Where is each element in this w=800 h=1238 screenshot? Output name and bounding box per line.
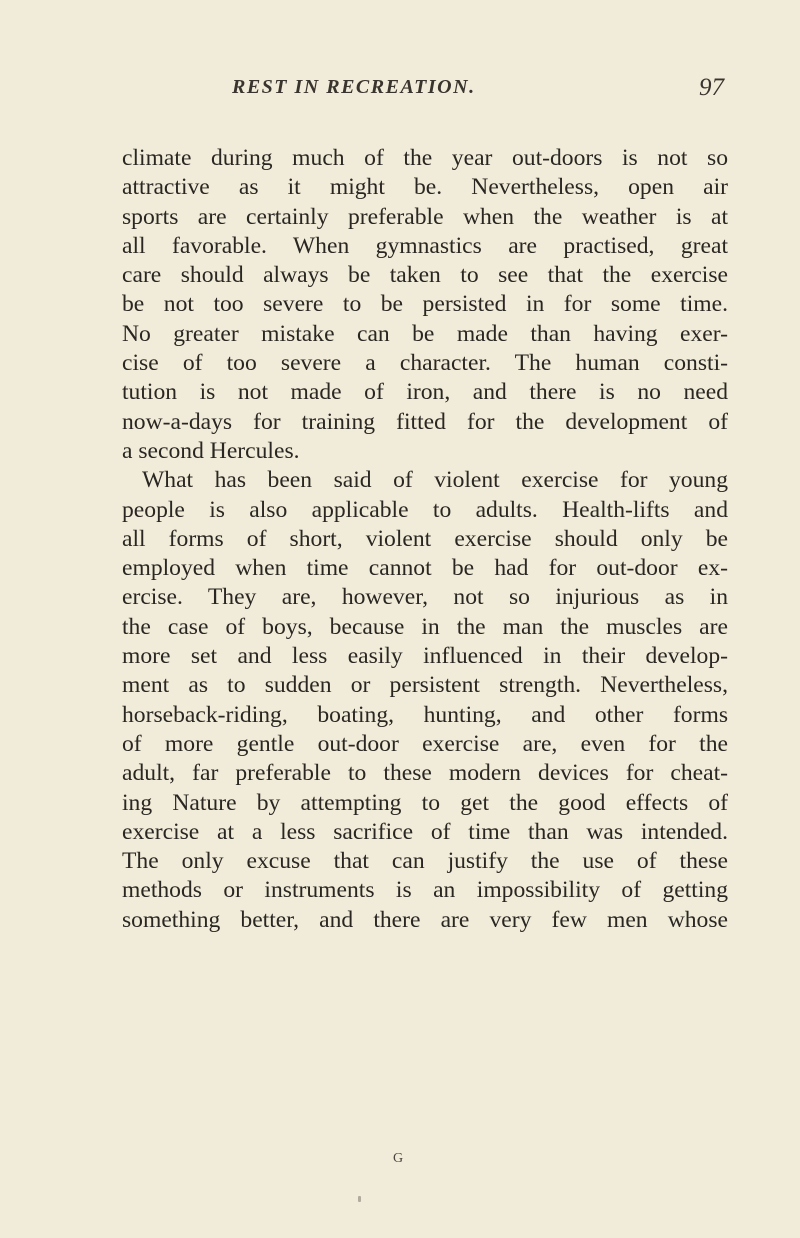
text-line: exercise at a less sacrifice of time than was intended.	[122, 818, 728, 845]
text-line: employed when time cannot be had for out-door ex-	[122, 555, 728, 582]
text-line: tution is not made of iron, and there is no need	[122, 379, 728, 406]
text-line: now-a-days for training fitted for the development of	[122, 408, 728, 435]
text-line: more set and less easily influenced in their develop-	[122, 643, 728, 670]
text-line: horseback-riding, boating, hunting, and other forms	[122, 701, 728, 728]
text-line: climate during much of the year out-doors is not so	[122, 145, 728, 171]
text-line: be not too severe to be persisted in for some time.	[122, 291, 728, 318]
text-line: methods or instruments is an impossibility of getting	[122, 877, 728, 904]
text-line: adult, far preferable to these modern devices for cheat-	[122, 760, 728, 787]
text-line: all favorable. When gymnastics are practised, great	[122, 232, 728, 259]
text-line: attractive as it might be. Nevertheless, open air	[122, 174, 728, 201]
paper-speck	[358, 1196, 361, 1202]
text-line: of more gentle out-door exercise are, even for the	[122, 730, 728, 757]
text-line: people is also applicable to adults. Health-lifts and	[122, 496, 728, 523]
paragraph-end-line: a second Hercules.	[122, 437, 300, 464]
text-line: ercise. They are, however, not so injurious as in	[122, 584, 728, 611]
text-line: sports are certainly preferable when the weather is at	[122, 203, 728, 230]
body-text	[122, 144, 728, 935]
text-line: something better, and there are very few men whose	[122, 906, 728, 933]
text-line: The only excuse that can justify the use of these	[122, 848, 728, 875]
text-line: cise of too severe a character. The human consti-	[122, 350, 728, 377]
page-number: 97	[699, 74, 724, 101]
paragraph-first-line: What has been said of violent exercise for young	[142, 467, 728, 494]
running-title: REST IN RECREATION.	[232, 76, 476, 98]
text-line: ment as to sudden or persistent strength. Nevertheless,	[122, 672, 728, 699]
running-head	[124, 74, 724, 114]
text-line: ing Nature by attempting to get the good effects of	[122, 789, 728, 816]
text-line: care should always be taken to see that the exercise	[122, 262, 728, 289]
text-line: the case of boys, because in the man the muscles are	[122, 613, 728, 640]
text-line: No greater mistake can be made than having exer-	[122, 320, 728, 347]
text-line: all forms of short, violent exercise should only be	[122, 525, 728, 552]
signature-mark: G	[393, 1151, 404, 1166]
